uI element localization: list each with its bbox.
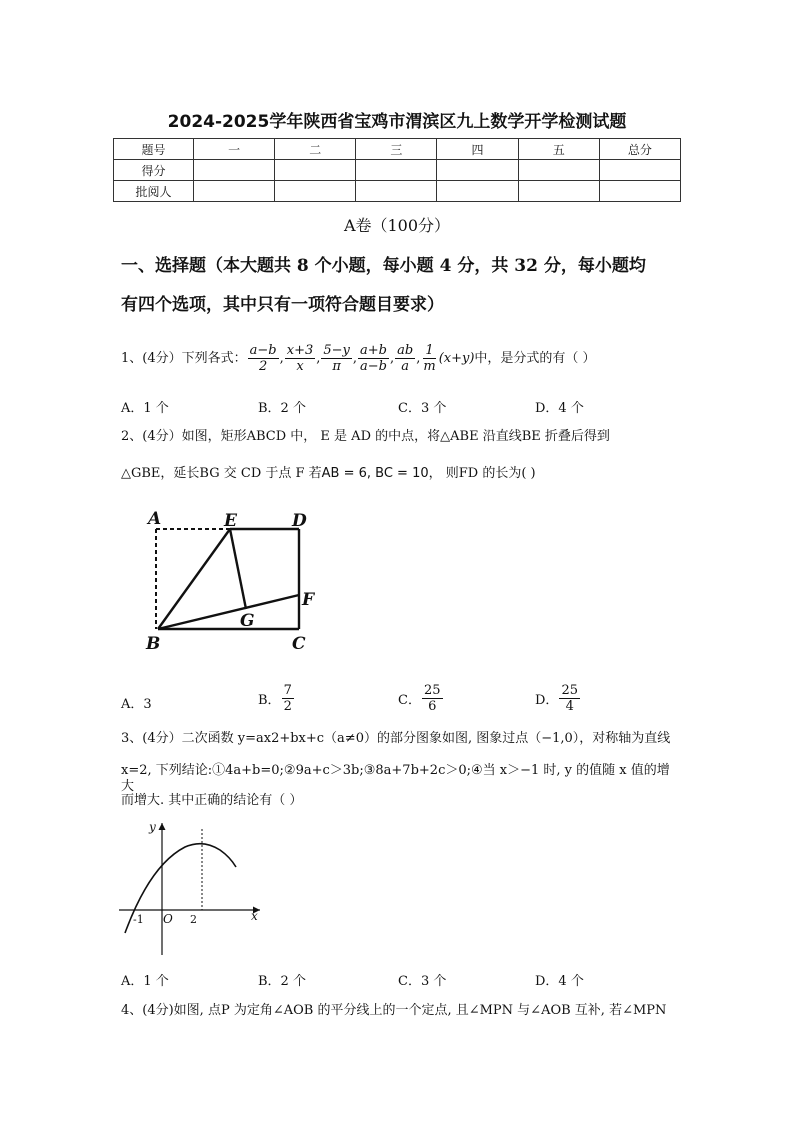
- question-1: 1、(4分）下列各式： $\frac{a-b}{2}$ , $\frac{x+3}{x}$ , $\frac{5-y}{\pi}$ , $\frac{a+b}{a-b}$ , $\frac{ab}{a}$ , $\frac{1}{m}$ (x+y)中，是分式的有（ ）: [121, 343, 596, 374]
- option-a[interactable]: A．1 个: [121, 401, 169, 416]
- score-table: [113, 138, 681, 202]
- option-d[interactable]: D．4 个: [535, 401, 584, 416]
- question-3-line3: 而增大. 其中正确的结论有（ ）: [121, 793, 303, 808]
- label-b: B: [146, 634, 161, 654]
- fraction: $\frac{a+b}{a-b}$: [360, 343, 387, 374]
- table-cell: 五: [518, 139, 599, 160]
- fraction: $\frac{1}{m}$: [423, 343, 436, 374]
- origin-label: O: [163, 912, 173, 926]
- part-title-line: 一、选择题（本大题共 8 个小题，每小题 4 分，共 32 分，每小题均: [121, 256, 646, 276]
- score-cell[interactable]: [194, 160, 275, 181]
- option-d[interactable]: D．4 个: [535, 974, 584, 989]
- table-cell: 一: [194, 139, 275, 160]
- score-cell[interactable]: [275, 160, 356, 181]
- question-2-line2: [121, 466, 681, 482]
- score-cell[interactable]: [437, 181, 518, 202]
- option-b[interactable]: B．2 个: [258, 401, 306, 416]
- score-cell[interactable]: [599, 160, 680, 181]
- option-a[interactable]: A．3: [121, 697, 152, 712]
- option-c[interactable]: C．3 个: [398, 401, 447, 416]
- question-3-line2: x=2, 下列结论:①4a+b=0;②9a+c＞3b;③8a+7b+2c＞0;④当 x＞−1 时, y 的值随 x 值的增大: [121, 763, 670, 794]
- label-g: G: [240, 611, 255, 631]
- table-row: [114, 181, 681, 202]
- question-text: △GBE，延长BG 交 CD 于点 F 若: [121, 466, 322, 481]
- score-cell[interactable]: [599, 181, 680, 202]
- option-b[interactable]: B． $\frac{7}{2}$: [258, 683, 292, 714]
- question-2-line1: 2、(4分）如图，矩形ABCD 中， E 是 AD 的中点，将△ABE 沿直线BE 折叠后得到: [121, 429, 610, 444]
- question-suffix: 中，是分式的有（ ）: [474, 351, 596, 366]
- table-cell: 三: [356, 139, 437, 160]
- tick-label-2: 2: [190, 913, 197, 926]
- part-title-line: 有四个选项，其中只有一项符合题目要求）: [121, 295, 444, 315]
- question-3-line1: 3、(4分）二次函数 y=ax2+bx+c（a≠0）的部分图象如图, 图象过点（−1,0），对称轴为直线: [121, 731, 671, 746]
- table-cell: 批阅人: [114, 181, 194, 202]
- condition: AB = 6, BC = 10: [321, 466, 429, 481]
- axis-label-x: x: [251, 909, 258, 923]
- table-cell: 得分: [114, 160, 194, 181]
- label-d: D: [292, 511, 307, 531]
- score-cell[interactable]: [518, 181, 599, 202]
- score-cell[interactable]: [275, 181, 356, 202]
- option-c[interactable]: C． $\frac{25}{6}$: [398, 683, 441, 714]
- page-title: 2024-2025学年陕西省宝鸡市渭滨区九上数学开学检测试题: [167, 112, 627, 132]
- section-heading: A卷（100分）: [343, 216, 451, 235]
- option-a[interactable]: A．1 个: [121, 974, 169, 989]
- label-c: C: [292, 634, 306, 654]
- table-cell: 总分: [599, 139, 680, 160]
- options-q2: [121, 683, 681, 723]
- score-cell[interactable]: [356, 160, 437, 181]
- question-text: ， 则FD 的长为( ): [428, 466, 536, 481]
- fraction: $\frac{ab}{a}$: [397, 343, 414, 374]
- score-cell[interactable]: [356, 181, 437, 202]
- option-d[interactable]: D． $\frac{25}{4}$: [535, 683, 578, 714]
- table-row: [114, 139, 681, 160]
- option-c[interactable]: C．3 个: [398, 974, 447, 989]
- math-expression: (x+y): [438, 351, 475, 366]
- label-f: F: [302, 590, 315, 610]
- option-b[interactable]: B．2 个: [258, 974, 306, 989]
- question-4-line1: 4、(4分)如图, 点P 为定角∠AOB 的平分线上的一个定点, 且∠MPN 与∠AOB 互补, 若∠MPN: [121, 1003, 667, 1018]
- table-row: [114, 160, 681, 181]
- rectangle-figure: [140, 505, 330, 655]
- label-a: A: [148, 509, 162, 529]
- table-cell: 题号: [114, 139, 194, 160]
- fraction: $\frac{5-y}{\pi}$: [323, 343, 350, 374]
- question-prefix: 1、(4分）下列各式：: [121, 351, 247, 366]
- tick-label-neg1: -1: [133, 913, 144, 926]
- table-cell: 二: [275, 139, 356, 160]
- score-cell[interactable]: [194, 181, 275, 202]
- score-cell[interactable]: [437, 160, 518, 181]
- parabola-graph: [115, 815, 275, 960]
- fraction: $\frac{a-b}{2}$: [249, 343, 277, 374]
- table-cell: 四: [437, 139, 518, 160]
- score-cell[interactable]: [518, 160, 599, 181]
- axis-label-y: y: [149, 820, 156, 834]
- label-e: E: [224, 511, 237, 531]
- fraction: $\frac{x+3}{x}$: [286, 343, 314, 374]
